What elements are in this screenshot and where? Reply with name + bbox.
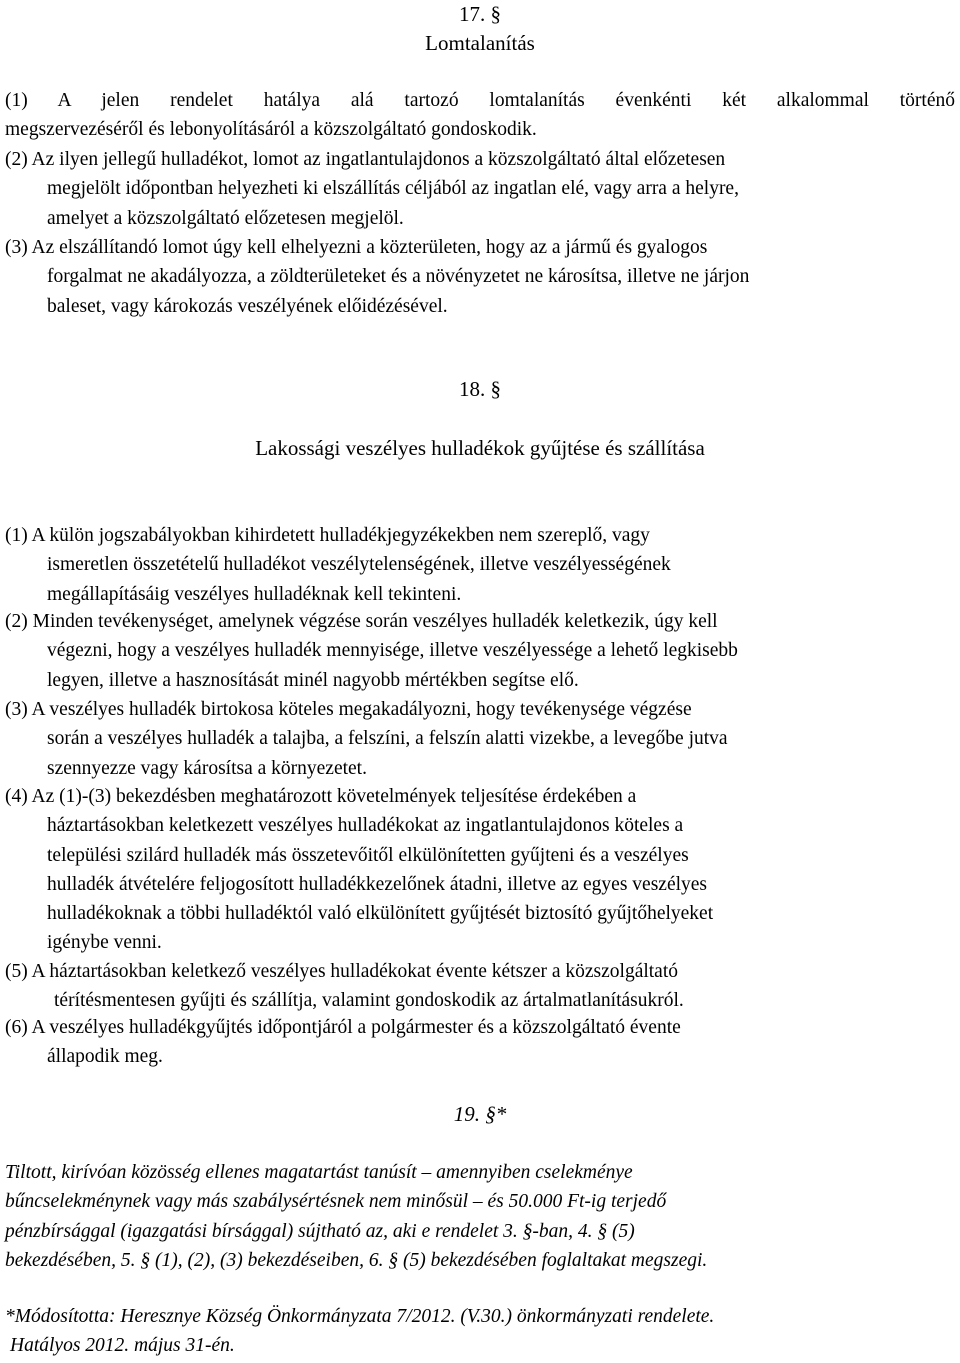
text-line: amelyet a közszolgáltató előzetesen megjelöl. [47, 207, 404, 229]
text-line: pénzbírsággal (igazgatási bírsággal) sújtható az, aki e rendelet 3. §-ban, 4. § (5) [5, 1220, 635, 1242]
text-line: (2) Minden tevékenységet, amelynek végzése során veszélyes hulladék keletkezik, úgy kell [5, 611, 718, 632]
text-line: bekezdésében, 5. § (1), (2), (3) bekezdéseiben, 6. § (5) bekezdésében foglaltakat megszegi. [5, 1249, 708, 1271]
text-line: (3) Az elszállítandó lomot úgy kell elhelyezni a közterületen, hogy az a jármű és gyalogos [5, 237, 708, 258]
footnote-line: *Módosította: Heresznye Község Önkormányzata 7/2012. (V.30.) önkormányzati rendelete. [5, 1306, 715, 1327]
text-line: hulladék átvételére feljogosított hulladékkezelőnek átadni, illetve az egyes veszélyes [47, 873, 708, 895]
section-19-number: 19. §* [453, 1102, 507, 1126]
text-line: (5) A háztartásokban keletkező veszélyes hulladékokat évente kétszer a közszolgáltató [5, 961, 679, 982]
text-line: szennyezze vagy károsítsa a környezetet. [47, 757, 367, 779]
text-line: (2) Az ilyen jellegű hulladékot, lomot az ingatlantulajdonos a közszolgáltató által előzetesen [5, 149, 726, 170]
section-17-paragraph-1 [5, 86, 955, 145]
text-line: igénybe venni. [47, 932, 162, 954]
section-18-paragraph-5 [5, 957, 955, 1016]
text-line: baleset, vagy károkozás veszélyének előidézésével. [47, 295, 448, 317]
section-17-title: Lomtalanítás [425, 31, 535, 55]
text-line: megállapításáig veszélyes hulladéknak kell tekinteni. [47, 583, 462, 605]
section-19-paragraph [5, 1158, 955, 1275]
text-line: legyen, illetve a hasznosítását minél nagyobb mértékben segítse elő. [47, 669, 579, 691]
text-line: bűncselekménynek vagy más szabálysértésnek nem minősül – és 50.000 Ft-ig terjedő [5, 1191, 667, 1213]
text-line: (1) A külön jogszabályokban kihirdetett hulladékjegyzékekben nem szereplő, vagy [5, 525, 650, 546]
text-line: (1) A jelen rendelet hatálya alá tartozó lomtalanítás évenkénti két alkalommal történő [5, 90, 955, 111]
text-line: ismeretlen összetételű hulladékot veszélytelenségének, illetve veszélyességének [47, 554, 671, 576]
section-17-number: 17. § [459, 2, 501, 26]
text-line: háztartásokban keletkezett veszélyes hulladékokat az ingatlantulajdonos köteles a [47, 815, 684, 837]
text-line: Tiltott, kirívóan közösség ellenes magatartást tanúsít – amennyiben cselekménye [5, 1162, 633, 1183]
section-17-paragraph-2 [5, 145, 955, 233]
section-17-paragraph-3 [5, 233, 955, 321]
section-18-title: Lakossági veszélyes hulladékok gyűjtése és szállítása [255, 436, 705, 460]
section-18-paragraph-2 [5, 607, 955, 695]
text-line: végezni, hogy a veszélyes hulladék mennyisége, illetve veszélyessége a lehető legkisebb [47, 640, 738, 662]
section-18-number: 18. § [459, 377, 501, 401]
footnote [5, 1302, 955, 1361]
text-line: térítésmentesen gyűjti és szállítja, valamint gondoskodik az ártalmatlanításukról. [54, 990, 684, 1012]
text-line: (6) A veszélyes hulladékgyűjtés időpontjáról a polgármester és a közszolgáltató évente [5, 1017, 681, 1038]
section-18-paragraph-1 [5, 521, 955, 609]
footnote-line: Hatályos 2012. május 31-én. [10, 1335, 235, 1357]
text-line: (3) A veszélyes hulladék birtokosa köteles megakadályozni, hogy tevékenysége végzése [5, 699, 692, 720]
text-line: forgalmat ne akadályozza, a zöldterületeket és a növényzetet ne károsítsa, illetve ne járjon [47, 266, 750, 288]
text-line: megjelölt időpontban helyezheti ki elszállítás céljából az ingatlan elé, vagy arra a helyre, [47, 178, 739, 200]
text-line: (4) Az (1)-(3) bekezdésben meghatározott követelmények teljesítése érdekében a [5, 786, 637, 807]
text-line: hulladékoknak a többi hulladéktól való elkülönített gyűjtését biztosító gyűjtőhelyeket [47, 903, 714, 925]
section-18-paragraph-6 [5, 1013, 955, 1072]
text-line: állapodik meg. [47, 1046, 163, 1068]
section-18-paragraph-4 [5, 782, 955, 958]
section-18-paragraph-3 [5, 695, 955, 783]
text-line: során a veszélyes hulladék a talajba, a felszíni, a felszín alatti vizekbe, a levegőbe jutva [47, 728, 728, 750]
text-line: települési szilárd hulladék más összetevőitől elkülönítetten gyűjteni és a veszélyes [47, 844, 689, 866]
text-line: megszervezéséről és lebonyolításáról a közszolgáltató gondoskodik. [5, 119, 537, 141]
